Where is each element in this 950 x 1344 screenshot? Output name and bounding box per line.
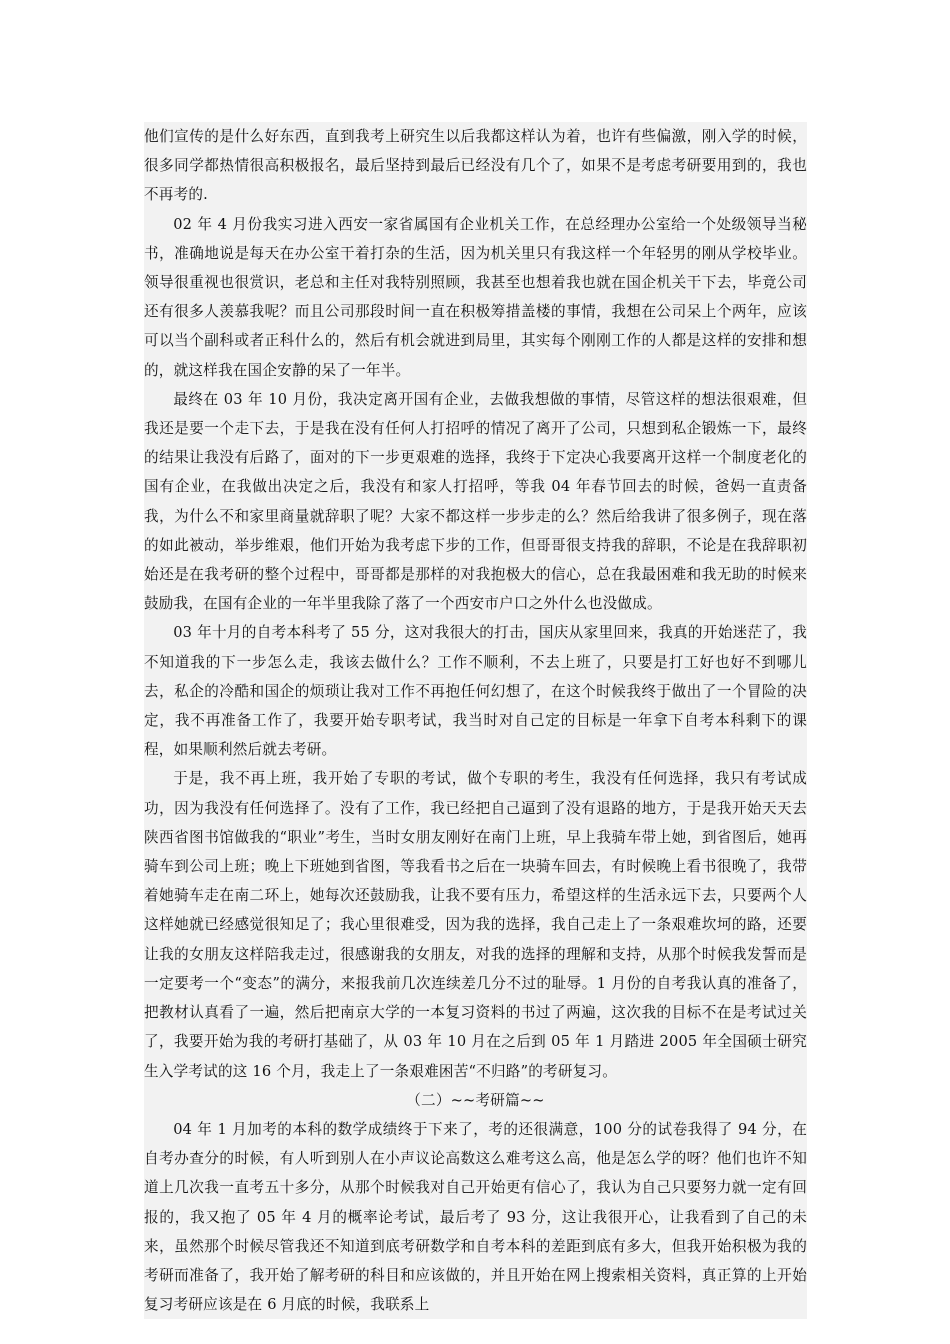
paragraph-internship: 02 年 4 月份我实习进入西安一家省属国有企业机关工作，在总经理办公室给一个处级领导当秘书，准确地说是每天在办公室干着打杂的生活，因为机关里只有我这样一个年轻男的刚从学校毕业。领导很重视也很赏识，老总和主任对我特别照顾，我甚至也想着我也就在国企机关干下去，毕竟公司还有很多人羡慕我呢？而且公司那段时间一直在积极筹措盖楼的事情，我想在公司呆上个两年，应该可以当个副科或者正科什么的，然后有机会就进到局里，其实每个刚刚工作的人都是这样的安排和想的，就这样我在国企安静的呆了一年半。 [144, 215, 807, 379]
document-body [144, 122, 807, 1319]
paragraph-full-time-study: 于是，我不再上班，我开始了专职的考试，做个专职的考生，我没有任何选择，我只有考试成功，因为我没有任何选择了。没有了工作，我已经把自己逼到了没有退路的地方，于是我开始天天去陕西省图书馆做我的“职业”考生，当时女朋友刚好在南门上班，早上我骑车带上她，到省图后，她再骑车到公司上班；晚上下班她到省图，等我看书之后在一块骑车回去，有时候晚上看书很晚了，我带着她骑车走在南二环上，她每次还鼓励我，让我不要有压力，希望这样的生活永远下去，只要两个人这样她就已经感觉很知足了；我心里很难受，因为我的选择，我自己走上了一条艰难坎坷的路，还要让我的女朋友这样陪我走过，很感谢我的女朋友，对我的选择的理解和支持，从那个时候我发誓而是一定要考一个“变态”的满分，来报我前几次连续差几分不过的耻辱。1 月份的自考我认真的准备了，把教材认真看了一遍，然后把南京大学的一本复习资料的书过了两遍，这次我的目标不在是考试过关了，我要开始为我的考研打基础了，从 03 年 10 月在之后到 05 年 1 月踏进 2005 年全国硕士研究生入学考试的这 16 个月，我走上了一条艰难困苦“不归路”的考研复习。 [144, 770, 807, 1080]
paragraph-self-study-exam: 03 年十月的自考本科考了 55 分，这对我很大的打击，国庆从家里回来，我真的开始迷茫了，我不知道我的下一步怎么走，我该去做什么？工作不顺利，不去上班了，只要是打工好也好不到哪儿去，私企的冷酷和国企的烦琐让我对工作不再抱任何幻想了，在这个时候我终于做出了一个冒险的决定，我不再准备工作了，我要开始专职考试，我当时对自己定的目标是一年拿下自考本科剩下的课程，如果顺利然后就去考研。 [144, 624, 807, 759]
paragraph-resignation: 最终在 03 年 10 月份，我决定离开国有企业，去做我想做的事情，尽管这样的想法很艰难，但我还是要一个走下去，于是我在没有任何人打招呼的情况了离开了公司，只想到私企锻炼一下，最终的结果让我没有后路了，面对的下一步更艰难的选择，我终于下定决心我要离开这样一个制度老化的国有企业，在我做出决定之后，我没有和家人打招呼，等我 04 年春节回去的时候，爸妈一直责备我，为什么不和家里商量就辞职了呢？大家不都这样一步步走的么？然后给我讲了很多例子，现在落的如此被动，举步维艰，他们开始为我考虑下步的工作，但哥哥很支持我的辞职，不论是在我辞职初始还是在我考研的整个过程中，哥哥都是那样的对我抱极大的信心，总在我最困难和我无助的时候来鼓励我，在国有企业的一年半里我除了落了一个西安市户口之外什么也没做成。 [144, 390, 807, 613]
section-heading: （二）~~考研篇~~ [406, 1091, 545, 1109]
paragraph-continuation: 他们宣传的是什么好东西，直到我考上研究生以后我都这样认为着，也许有些偏激，刚入学的时候，很多同学都热情很高积极报名，最后坚持到最后已经没有几个了，如果不是考虑考研要用到的，我也不再考的. [144, 128, 807, 204]
paragraph-math-results: 04 年 1 月加考的本科的数学成绩终于下来了，考的还很满意，100 分的试卷我得了 94 分，在自考办查分的时候，有人听到别人在小声议论高数这么难考这么高，他是怎么学的呀？他们也许不知道上几次我一直考五十多分，从那个时候我对自己开始更有信心了，我认为自己只要努力就一定有回报的，我又抱了 05 年 4 月的概率论考试，最后考了 93 分，这让我很开心，让我看到了自己的未来，虽然那个时候尽管我还不知道到底考研数学和自考本科的差距到底有多大，但我开始积极为我的考研而准备了，我开始了解考研的科目和应该做的，并且开始在网上搜索相关资料，真正算的上开始复习考研应该是在 6 月底的时候，我联系上 [144, 1120, 807, 1314]
